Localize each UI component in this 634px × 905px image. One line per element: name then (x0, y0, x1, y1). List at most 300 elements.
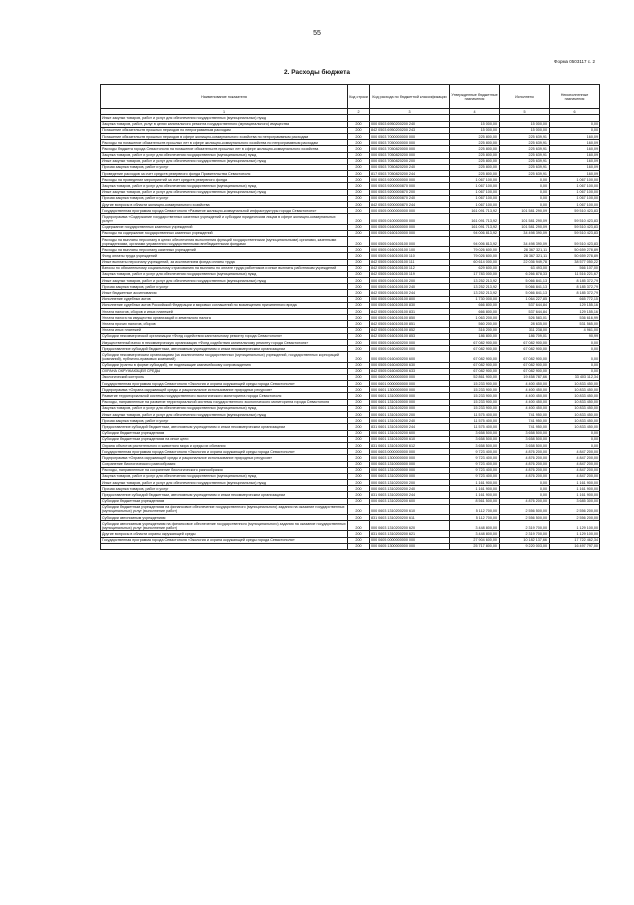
row-name: Субсидии бюджетным учреждениям (101, 498, 348, 504)
row-approved: 225 800,00 (450, 140, 500, 146)
row-unexecuted: 2 556 200,00 (550, 515, 600, 521)
row-executed: 2 556 500,00 (500, 515, 550, 521)
row-unexecuted: 33 403 112,34 (550, 374, 600, 380)
row-line-code: 200 (348, 368, 370, 374)
row-unexecuted: 1 161 900,00 (550, 486, 600, 492)
row-line-code: 200 (348, 195, 370, 201)
row-approved: 5 112 700,00 (450, 515, 500, 521)
row-unexecuted: 536 616,99 (550, 315, 600, 321)
row-unexecuted: 0,00 (550, 442, 600, 448)
row-class-code: 000 0505 0160100100 830 (370, 302, 450, 308)
row-line-code: 200 (348, 121, 370, 127)
row-name: ОХРАНА ОКРУЖАЮЩЕЙ СРЕДЫ (101, 368, 348, 374)
row-line-code: 200 (348, 271, 370, 277)
row-executed: 28 635,00 (500, 321, 550, 327)
row-executed: 0,00 (500, 480, 550, 486)
row-class-code: 000 0603 1310200200 240 (370, 486, 450, 492)
row-name: Государственная программа города Севастополя «Экология и охрана окружающей среды города Севастополя» (101, 449, 348, 455)
row-class-code: 000 0505 0160100100 800 (370, 296, 450, 302)
row-name: Подпрограмма «Охрана окружающей среды и рациональное использование природных ресурсов» (101, 455, 348, 461)
row-line-code: 200 (348, 531, 370, 537)
row-name: Субсидии автономным учреждениям на финансовое обеспечение государственного (муниципального) задания на оказание государственных (муниципальных) услуг (выполнение работ) (102, 521, 346, 530)
row-unexecuted: 16 497 797,00 (550, 543, 600, 549)
row-class-code: 000 0505 0160100100 200 (370, 278, 450, 284)
row-approved: 186 800,00 (450, 333, 500, 339)
row-approved: 9 723 400,00 (450, 449, 500, 455)
table-row (101, 543, 600, 549)
row-unexecuted: 566 107,00 (550, 265, 600, 271)
row-executed: 67 082 900,00 (500, 362, 550, 368)
row-class-code: 000 0600 0000000000 000 (370, 374, 450, 380)
row-approved: 79 026 600,00 (450, 247, 500, 253)
row-executed: 526 583,01 (500, 315, 550, 321)
row-unexecuted: 1 067 100,00 (550, 189, 600, 195)
row-line-code: 200 (348, 424, 370, 430)
row-unexecuted: 8 185 372,79 (550, 284, 600, 290)
row-line-code: 200 (348, 515, 370, 521)
row-class-code: 831 0603 1310200200 611 (370, 515, 450, 521)
row-unexecuted: 1 067 100,00 (550, 202, 600, 208)
row-approved: 15 233 900,00 (450, 393, 500, 399)
row-approved: 11 575 400,00 (450, 424, 500, 430)
row-unexecuted: 50 659 278,89 (550, 247, 600, 253)
expenses-table (100, 84, 600, 550)
row-name: Расходы, направленные на сохранение биологического разнообразия (101, 467, 348, 473)
row-executed: 4 876 200,00 (500, 498, 550, 504)
table-row (101, 236, 600, 246)
row-unexecuted: 10 833 450,00 (550, 424, 600, 430)
row-executed: 4 400 450,00 (500, 399, 550, 405)
row-executed: 67 082 900,00 (500, 352, 550, 362)
row-unexecuted: 0,00 (550, 368, 600, 374)
row-class-code: 000 0505 0000000000 000 (370, 208, 450, 214)
row-name: Другие вопросы в области охраны окружающей среды (101, 531, 348, 537)
row-executed: 741 950,00 (500, 424, 550, 430)
row-executed: 2 556 500,00 (500, 504, 550, 514)
row-line-code: 200 (348, 537, 370, 543)
row-class-code: 000 0505 0160100100 000 (370, 236, 450, 246)
row-class-code: 000 0603 1310200200 000 (370, 473, 450, 479)
row-class-code: 842 0505 0160100100 112 (370, 265, 450, 271)
row-line-code: 200 (348, 362, 370, 368)
row-unexecuted: 59 510 423,83 (550, 236, 600, 246)
row-unexecuted: 160,09 (550, 152, 600, 158)
row-approved: 25 717 800,00 (450, 543, 500, 549)
row-executed: 537 644,84 (500, 302, 550, 308)
row-unexecuted: 1 161 900,00 (550, 480, 600, 486)
row-name: Иные бюджетные ассигнования (101, 290, 348, 296)
row-name (101, 543, 348, 549)
row-line-code: 200 (348, 189, 370, 195)
row-name: Иные закупки товаров, работ и услуг для обеспечения государственных (муниципальных) нужд (101, 115, 348, 121)
row-approved: 13 252 213,92 (450, 278, 500, 284)
row-line-code: 200 (348, 127, 370, 133)
row-executed: 5 066 841,13 (500, 278, 550, 284)
row-unexecuted: 10 833 450,00 (550, 418, 600, 424)
row-approved: 225 800,00 (450, 171, 500, 177)
row-name: Уплата налогов, сборов и иных платежей (101, 309, 348, 315)
row-class-code: 842 0503 6950200200 243 (370, 127, 450, 133)
table-row (101, 521, 600, 531)
row-line-code: 200 (348, 296, 370, 302)
row-name: Развитие территориальной системы государственного экологического мониторинга города Севастополя (101, 393, 348, 399)
row-name: Субсидии бюджетным учреждениям (101, 430, 348, 436)
header-approved: Утвержденные бюджетные назначения (450, 85, 500, 109)
row-approved: 161 091 713,92 (450, 224, 500, 230)
row-unexecuted: 1 067 100,00 (550, 177, 600, 183)
row-unexecuted: 10 833 450,00 (550, 393, 600, 399)
row-unexecuted: 2 556 200,00 (550, 504, 600, 514)
row-executed: 67 082 900,00 (500, 339, 550, 345)
row-approved: 666 800,00 (450, 302, 500, 308)
row-unexecuted: 0,00 (550, 352, 600, 362)
row-unexecuted: 4 847 200,00 (550, 449, 600, 455)
row-executed: 101 581 290,09 (500, 224, 550, 230)
row-unexecuted: 1 067 100,00 (550, 183, 600, 189)
column-index: 5 (500, 109, 550, 115)
row-approved: 67 082 900,00 (450, 362, 500, 368)
row-unexecuted: 160,09 (550, 164, 600, 170)
row-class-code: 000 0601 1310000000 000 (370, 393, 450, 399)
row-name: Иные закупки товаров, работ и услуг для обеспечения государственных (муниципальных) нужд (101, 189, 348, 195)
row-approved: 3 448 800,00 (450, 521, 500, 531)
row-approved: 1 730 000,00 (450, 296, 500, 302)
row-executed: 9 220 003,00 (500, 543, 550, 549)
row-name: Закупка товаров, работ и услуг для обеспечения государственных (муниципальных) нужд (101, 271, 348, 277)
row-executed: 2 319 700,00 (500, 531, 550, 537)
row-approved: 60 614 000,00 (450, 259, 500, 265)
row-line-code: 200 (348, 504, 370, 514)
row-line-code: 200 (348, 399, 370, 405)
row-unexecuted: 90,99 (550, 333, 600, 339)
row-executed: 4 876 200,00 (500, 473, 550, 479)
row-executed: 4 876 200,00 (500, 455, 550, 461)
row-executed: 15 000,00 (500, 127, 550, 133)
row-class-code: 000 0601 1310100200 240 (370, 418, 450, 424)
row-class-code: 000 0505 0160100100 240 (370, 284, 450, 290)
row-class-code: 000 0601 1310100200 600 (370, 430, 450, 436)
row-class-code: 842 0505 0160100100 853 (370, 333, 450, 339)
row-class-code: 000 0601 1310100200 000 (370, 405, 450, 411)
row-class-code: 842 0505 0160100100 111 (370, 259, 450, 265)
row-executed: 101 581 290,09 (500, 214, 550, 224)
row-executed: 741 950,00 (500, 418, 550, 424)
row-line-code: 200 (348, 393, 370, 399)
row-executed: 3 658 500,00 (500, 442, 550, 448)
row-class-code: 000 0505 0160100000 000 (370, 230, 450, 236)
row-executed: 3 658 500,00 (500, 430, 550, 436)
row-class-code: 831 0601 1310100200 244 (370, 424, 450, 430)
row-unexecuted: 59 510 423,83 (550, 214, 600, 224)
row-class-code: 000 0505 0160100100 100 (370, 247, 450, 253)
row-line-code: 200 (348, 183, 370, 189)
row-approved: 1 161 900,00 (450, 492, 500, 498)
row-class-code: 000 0503 7050000000 000 (370, 140, 450, 146)
row-line-code: 200 (348, 436, 370, 442)
row-class-code: 000 0505 0160100100 110 (370, 253, 450, 259)
row-class-code: 000 0603 0000000000 000 (370, 449, 450, 455)
table-header-row (101, 85, 600, 109)
row-name: Экологический контроль (101, 374, 348, 380)
row-unexecuted: 8 185 372,79 (550, 278, 600, 284)
row-class-code: 817 0503 7050820200 244 (370, 171, 450, 177)
row-approved: 94 006 813,92 (450, 236, 500, 246)
row-executed: 0,00 (500, 183, 550, 189)
row-line-code: 200 (348, 449, 370, 455)
row-name: Расходы на проведение мероприятий за счет средств резервного фонда (101, 177, 348, 183)
row-approved: 161 091 713,92 (450, 214, 500, 224)
row-unexecuted: 0,00 (550, 127, 600, 133)
row-unexecuted: 0,00 (550, 430, 600, 436)
row-name: Субсидии (гранты в форме субсидий), не подлежащие казначейскому сопровождению (101, 362, 348, 368)
header-line-code: Код строки (348, 85, 370, 109)
row-approved: 3 448 800,00 (450, 531, 500, 537)
row-line-code: 200 (348, 480, 370, 486)
row-approved: 225 800,00 (450, 158, 500, 164)
row-class-code: 000 0505 0160400200 630 (370, 362, 450, 368)
row-class-code: 000 0505 0100000000 000 (370, 214, 450, 224)
row-name: Расходы бюджета города Севастополя на погашение обязательств прошлых лет в сфере жилищно-коммунального хозяйства (101, 146, 348, 152)
row-line-code: 200 (348, 230, 370, 236)
row-name: Уплата иных платежей (101, 327, 348, 333)
row-approved: 1 161 900,00 (450, 480, 500, 486)
row-line-code: 200 (348, 418, 370, 424)
row-name: Государственная программа города Севастополя «Развитие жилищно-коммунальной инфраструктуры города Севастополя» (101, 208, 348, 214)
row-unexecuted: 0,00 (550, 121, 600, 127)
row-name: Закупка товаров, работ и услуг для обеспечения государственных (муниципальных) нужд (101, 405, 348, 411)
row-line-code: 200 (348, 498, 370, 504)
row-line-code: 200 (348, 346, 370, 352)
row-executed: 225 639,91 (500, 133, 550, 139)
row-name: Субсидии бюджетным учреждениям на финансовое обеспечение государственного (муниципального) задания на оказание государственных (муниципальных) услуг (выполнение работ) (101, 504, 348, 514)
row-name: Содержание государственных казенных учреждений (101, 224, 348, 230)
row-executed: 741 950,00 (500, 412, 550, 418)
row-class-code: 000 0603 1300000000 000 (370, 455, 450, 461)
row-class-code: 000 0503 9200000000 000 (370, 177, 450, 183)
row-class-code: 000 0603 1310000000 000 (370, 461, 450, 467)
row-class-code: 000 0505 0160000000 000 (370, 224, 450, 230)
row-approved: 1 063 200,00 (450, 315, 500, 321)
row-unexecuted: 17 722 462,34 (550, 537, 600, 543)
row-approved: 316 200,00 (450, 327, 500, 333)
row-unexecuted: 0,00 (550, 436, 600, 442)
row-approved: 1 067 100,00 (450, 202, 500, 208)
row-executed: 34 498 390,09 (500, 236, 550, 246)
row-class-code: 000 0603 1310200200 610 (370, 504, 450, 514)
row-approved: 3 658 500,00 (450, 436, 500, 442)
row-approved: 1 161 900,00 (450, 486, 500, 492)
row-executed: 101 581 290,09 (500, 208, 550, 214)
row-unexecuted: 10 833 450,00 (550, 387, 600, 393)
row-line-code: 200 (348, 309, 370, 315)
row-name: Другие вопросы в области жилищно-коммунального хозяйства (101, 202, 348, 208)
row-executed: 0,00 (500, 202, 550, 208)
row-name: Предоставление субсидий бюджетным, автономным учреждениям и иным некоммерческим организациям (101, 492, 348, 498)
row-line-code: 200 (348, 284, 370, 290)
row-executed: 225 639,91 (500, 158, 550, 164)
row-unexecuted: 0,00 (550, 346, 600, 352)
row-line-code: 200 (348, 327, 370, 333)
row-class-code: 000 0605 1300000000 000 (370, 543, 450, 549)
row-class-code: 000 0503 7050820000 000 (370, 146, 450, 152)
row-approved: 225 800,00 (450, 164, 500, 170)
row-name: Расходы на выплаты персоналу в целях обеспечения выполнения функций государственными (муниципальными) органами, казенными учреждениями, органами управления государственными внебюджетными фондами (101, 236, 348, 246)
row-unexecuted: 1 129 100,00 (550, 531, 600, 537)
row-approved: 17 783 000,00 (450, 271, 500, 277)
row-class-code: 000 0505 0160100100 850 (370, 315, 450, 321)
row-approved: 225 800,00 (450, 152, 500, 158)
row-class-code: 842 0505 0160100100 119 (370, 271, 450, 277)
row-line-code: 200 (348, 374, 370, 380)
row-line-code: 200 (348, 333, 370, 339)
row-name: Подпрограмма «Охрана окружающей среды и рациональное использование природных ресурсов» (101, 387, 348, 393)
row-executed: 28 367 321,11 (500, 247, 550, 253)
row-executed: 225 639,91 (500, 164, 550, 170)
row-name: Подпрограмма «Содержание государственных казенных учреждений и субсидии юридическим лицам в сфере жилищно-коммунальных услуг» (101, 214, 348, 224)
row-class-code: 000 0505 0160400200 600 (370, 352, 450, 362)
row-approved: 15 000,00 (450, 127, 500, 133)
row-unexecuted: 50 659 278,89 (550, 253, 600, 259)
row-approved: 67 082 900,00 (450, 368, 500, 374)
row-line-code: 200 (348, 473, 370, 479)
row-approved: 15 233 900,00 (450, 387, 500, 393)
header-unexecuted: Неисполненные назначения (550, 85, 600, 109)
row-class-code: 000 0603 1310200200 600 (370, 498, 450, 504)
row-unexecuted: 129 155,16 (550, 302, 600, 308)
row-line-code: 200 (348, 146, 370, 152)
row-class-code: 000 0601 0000000000 000 (370, 381, 450, 387)
row-name: Иные выплаты персоналу учреждений, за исключением фонда оплаты труда (101, 259, 348, 265)
row-line-code: 200 (348, 278, 370, 284)
row-name: Прочая закупка товаров, работ и услуг (101, 284, 348, 290)
row-line-code: 200 (348, 492, 370, 498)
row-executed: 0,00 (500, 177, 550, 183)
row-unexecuted: 1 161 900,00 (550, 492, 600, 498)
row-executed: 4 876 200,00 (500, 461, 550, 467)
row-approved: 1 067 100,00 (450, 195, 500, 201)
row-unexecuted: 4 847 200,00 (550, 461, 600, 467)
row-name: Уплата налога на имущество организаций и земельного налога (101, 315, 348, 321)
row-class-code: 831 0601 1310100200 612 (370, 442, 450, 448)
row-line-code: 200 (348, 521, 370, 531)
header-class-code: Код расхода по бюджетной классификации (370, 85, 450, 109)
row-line-code: 200 (348, 352, 370, 362)
row-name: Имущественный взнос в некоммерческую организацию «Фонд содействия капитальному ремонту города Севастополя» (101, 339, 348, 345)
row-line-code: 200 (348, 171, 370, 177)
row-line-code: 200 (348, 152, 370, 158)
column-index: 3 (370, 109, 450, 115)
row-unexecuted: 10 833 450,00 (550, 405, 600, 411)
row-unexecuted: 160,09 (550, 158, 600, 164)
row-class-code: 842 0505 0160100100 244 (370, 290, 450, 296)
row-name: Субсидии автономным учреждениям (101, 515, 348, 521)
row-unexecuted: 11 516 221,67 (550, 271, 600, 277)
table-row (101, 352, 600, 362)
row-line-code: 200 (348, 486, 370, 492)
row-executed: 63 493,00 (500, 265, 550, 271)
row-executed: 225 639,91 (500, 140, 550, 146)
row-name: Иные закупки товаров, работ и услуг для обеспечения государственных (муниципальных) нужд (101, 412, 348, 418)
row-approved: 67 082 900,00 (450, 352, 500, 362)
row-executed: 5 066 841,13 (500, 290, 550, 296)
row-unexecuted: 531 565,00 (550, 321, 600, 327)
row-executed: 4 400 450,00 (500, 387, 550, 393)
row-executed: 10 182 137,66 (500, 537, 550, 543)
row-approved: 9 723 400,00 (450, 455, 500, 461)
row-approved: 15 233 900,00 (450, 381, 500, 387)
row-name: Охрана объектов растительного и животного мира и среды их обитания (101, 442, 348, 448)
row-executed: 4 876 200,00 (500, 449, 550, 455)
row-approved: 1 067 100,00 (450, 183, 500, 189)
row-executed: 4 400 450,00 (500, 381, 550, 387)
row-approved: 9 723 400,00 (450, 461, 500, 467)
row-class-code: 000 0601 1300000000 000 (370, 387, 450, 393)
row-line-code: 200 (348, 224, 370, 230)
row-unexecuted: 160,09 (550, 133, 600, 139)
table-row (101, 504, 600, 514)
row-approved: 161 091 713,92 (450, 208, 500, 214)
row-class-code: 000 0503 9200000870 200 (370, 189, 450, 195)
row-class-code: 000 0503 6950200200 240 (370, 121, 450, 127)
row-approved: 5 112 700,00 (450, 504, 500, 514)
row-unexecuted: 1 067 100,00 (550, 195, 600, 201)
row-executed: 6 266 878,33 (500, 271, 550, 277)
row-unexecuted: 59 510 423,83 (550, 224, 600, 230)
row-approved: 225 800,00 (450, 133, 500, 139)
section-title: 2. Расходы бюджета (284, 69, 350, 76)
page-number: 55 (313, 30, 321, 37)
row-executed: 0,00 (500, 486, 550, 492)
row-name: Расходы, направленные на развитие территориальной системы государственного экологического мониторинга города Севастополя (101, 399, 348, 405)
row-executed: 22 036 949,78 (500, 259, 550, 265)
row-approved: 11 575 400,00 (450, 418, 500, 424)
row-name: Закупка товаров, работ, услуг в целях капитального ремонта государственного (муниципального) имущества (101, 121, 348, 127)
row-name: Прочая закупка товаров, работ и услуг (101, 418, 348, 424)
row-name: Предоставление субсидий бюджетным, автономным учреждениям и иным некоммерческим организациям (101, 424, 348, 430)
row-name: Исполнение судебных актов (101, 296, 348, 302)
row-unexecuted: 59 510 423,83 (550, 208, 600, 214)
row-name: Предоставление субсидий бюджетным, автономным учреждениям и иным некоммерческим организациям (101, 346, 348, 352)
row-approved: 666 800,00 (450, 309, 500, 315)
row-name: Иные закупки товаров, работ и услуг для обеспечения государственных (муниципальных) нужд (101, 480, 348, 486)
row-class-code: 831 0603 1310200200 244 (370, 492, 450, 498)
row-name: Погашение обязательств прошлых периодов по непрограммным расходам (101, 127, 348, 133)
row-name: Закупка товаров, работ и услуг для обеспечения государственных (муниципальных) нужд (101, 473, 348, 479)
row-executed: 0,00 (500, 189, 550, 195)
row-line-code: 200 (348, 321, 370, 327)
row-executed: 34 498 390,09 (500, 230, 550, 236)
row-class-code: 000 0503 7000000000 000 (370, 133, 450, 139)
row-executed: 67 082 900,00 (500, 346, 550, 352)
row-approved: 79 026 600,00 (450, 253, 500, 259)
row-approved: 67 082 900,00 (450, 339, 500, 345)
row-unexecuted: 160,09 (550, 171, 600, 177)
row-unexecuted: 129 155,16 (550, 309, 600, 315)
column-index: 1 (101, 109, 348, 115)
row-class-code: 842 0505 0160100100 831 (370, 309, 450, 315)
row-executed: 225 639,91 (500, 171, 550, 177)
row-class-code: 000 0503 7050820200 240 (370, 164, 450, 170)
row-approved: 560 200,00 (450, 321, 500, 327)
row-approved: 67 082 900,00 (450, 346, 500, 352)
row-name: Расходы на содержание государственных казенных учреждений (101, 230, 348, 236)
row-line-code: 200 (348, 290, 370, 296)
row-line-code: 200 (348, 214, 370, 224)
row-approved: 13 252 213,92 (450, 290, 500, 296)
form-label: Форма 0503117 с. 2 (554, 59, 595, 64)
row-name: Сохранение биологического разнообразия (101, 461, 348, 467)
row-executed: 4 876 200,00 (500, 467, 550, 473)
